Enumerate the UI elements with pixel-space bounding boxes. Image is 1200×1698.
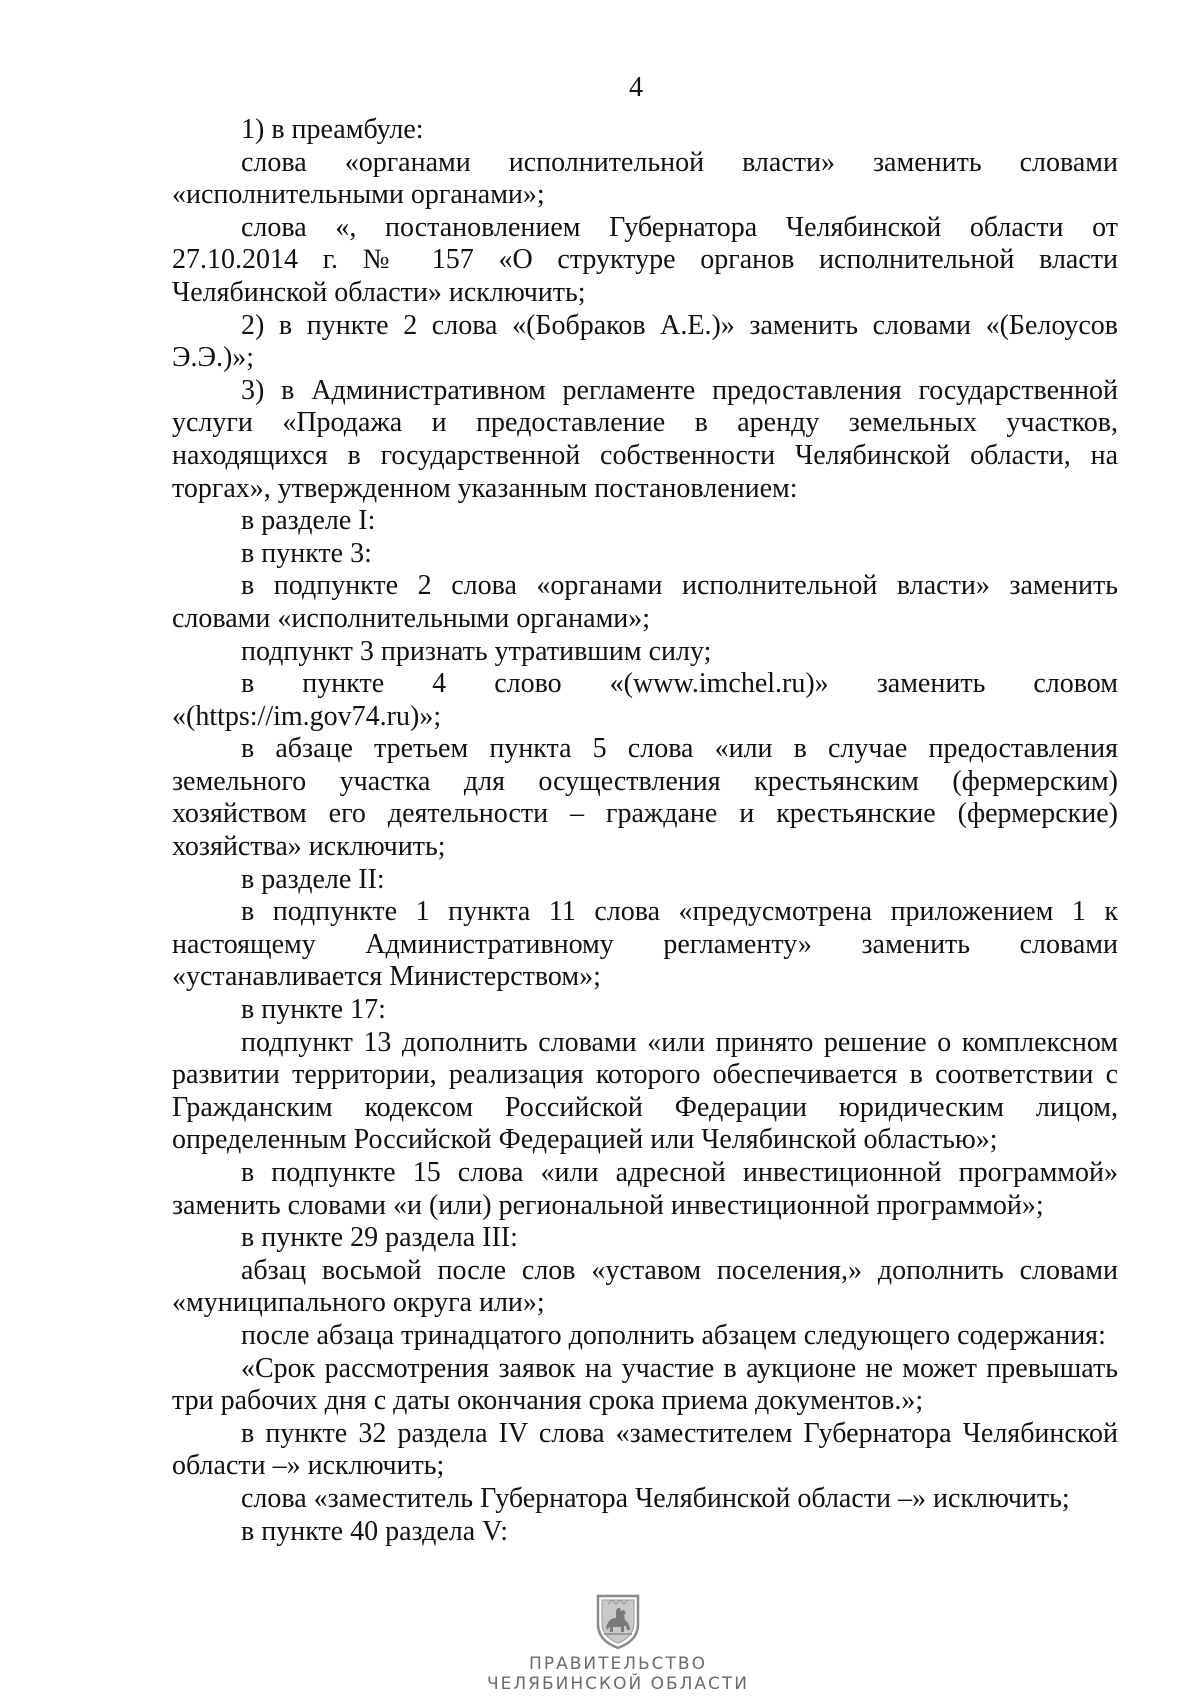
footer-line-2: ЧЕЛЯБИНСКОЙ ОБЛАСТИ: [486, 1674, 750, 1694]
paragraph: в подпункте 2 слова «органами исполнительной власти» заменить словами «исполнительными органами»;: [172, 570, 1118, 634]
paragraph: в пункте 40 раздела V:: [241, 1515, 509, 1547]
paragraph: слова «заместитель Губернатора Челябинской области –» исключить;: [241, 1482, 1070, 1514]
paragraph: в пункте 32 раздела IV слова «заместителем Губернатора Челябинской области –» исключить;: [172, 1417, 1118, 1482]
paragraph: подпункт 3 признать утратившим силу;: [241, 635, 712, 667]
paragraph: в пункте 3:: [241, 537, 372, 569]
footer-government-title: [0, 1654, 1200, 1694]
paragraph: в разделе I:: [241, 505, 376, 537]
chelyabinsk-coat-of-arms-icon: [594, 1592, 642, 1650]
paragraph: 3) в Административном регламенте предоставления государственной услуги «Продажа и предоставление в аренду земельных участков, находящихся в государственной собственности Челябинской области, на торгах», утвержденном указанным постановлением:: [172, 374, 1118, 504]
paragraph: в разделе II:: [241, 863, 385, 895]
paragraph: слова «, постановлением Губернатора Челябинской области от 27.10.2014 г. № 157 «О структуре органов исполнительной власти Челябинской области» исключить;: [172, 211, 1118, 308]
paragraph: 2) в пункте 2 слова «(Бобраков А.Е.)» заменить словами «(Белоусов Э.Э.)»;: [172, 309, 1118, 374]
paragraph: в пункте 4 слово «(www.imchel.ru)» заменить словом «(https://im.gov74.ru)»;: [172, 668, 1118, 732]
paragraph: слова «органами исполнительной власти» заменить словами «исполнительными органами»;: [172, 146, 1118, 211]
page-number: 4: [629, 72, 643, 103]
paragraph: в абзаце третьем пункта 5 слова «или в случае предоставления земельного участка для осуществления крестьянским (фермерским) хозяйством его деятельности – граждане и крестьянские (фермерские) хозяйства» исключить;: [172, 733, 1118, 863]
paragraph: подпункт 13 дополнить словами «или принято решение о комплексном развитии территории, реализация которого обеспечивается в соответствии с Гражданским кодексом Российской Федерации юридическим лицом, определенным Российской Федерацией или Челябинской областью»;: [172, 1026, 1118, 1156]
paragraph: «Срок рассмотрения заявок на участие в аукционе не может превышать три рабочих дня с даты окончания срока приема документов.»;: [172, 1352, 1118, 1417]
paragraph: в подпункте 1 пункта 11 слова «предусмотрена приложением 1 к настоящему Административному регламенту» заменить словами «устанавливается Министерством»;: [172, 896, 1118, 993]
paragraph: после абзаца тринадцатого дополнить абзацем следующего содержания:: [241, 1319, 1106, 1351]
paragraph: 1) в преамбуле:: [241, 114, 424, 145]
paragraph: абзац восьмой после слов «уставом поселения,» дополнить словами «муниципального округа или»;: [172, 1254, 1118, 1319]
paragraph: в подпункте 15 слова «или адресной инвестиционной программой» заменить словами «и (или) региональной инвестиционной программой»;: [172, 1157, 1118, 1221]
paragraph: в пункте 17:: [241, 994, 386, 1026]
paragraph: в пункте 29 раздела III:: [241, 1222, 518, 1254]
footer-line-1: ПРАВИТЕЛЬСТВО: [529, 1654, 707, 1674]
document-body: [172, 114, 1118, 1548]
